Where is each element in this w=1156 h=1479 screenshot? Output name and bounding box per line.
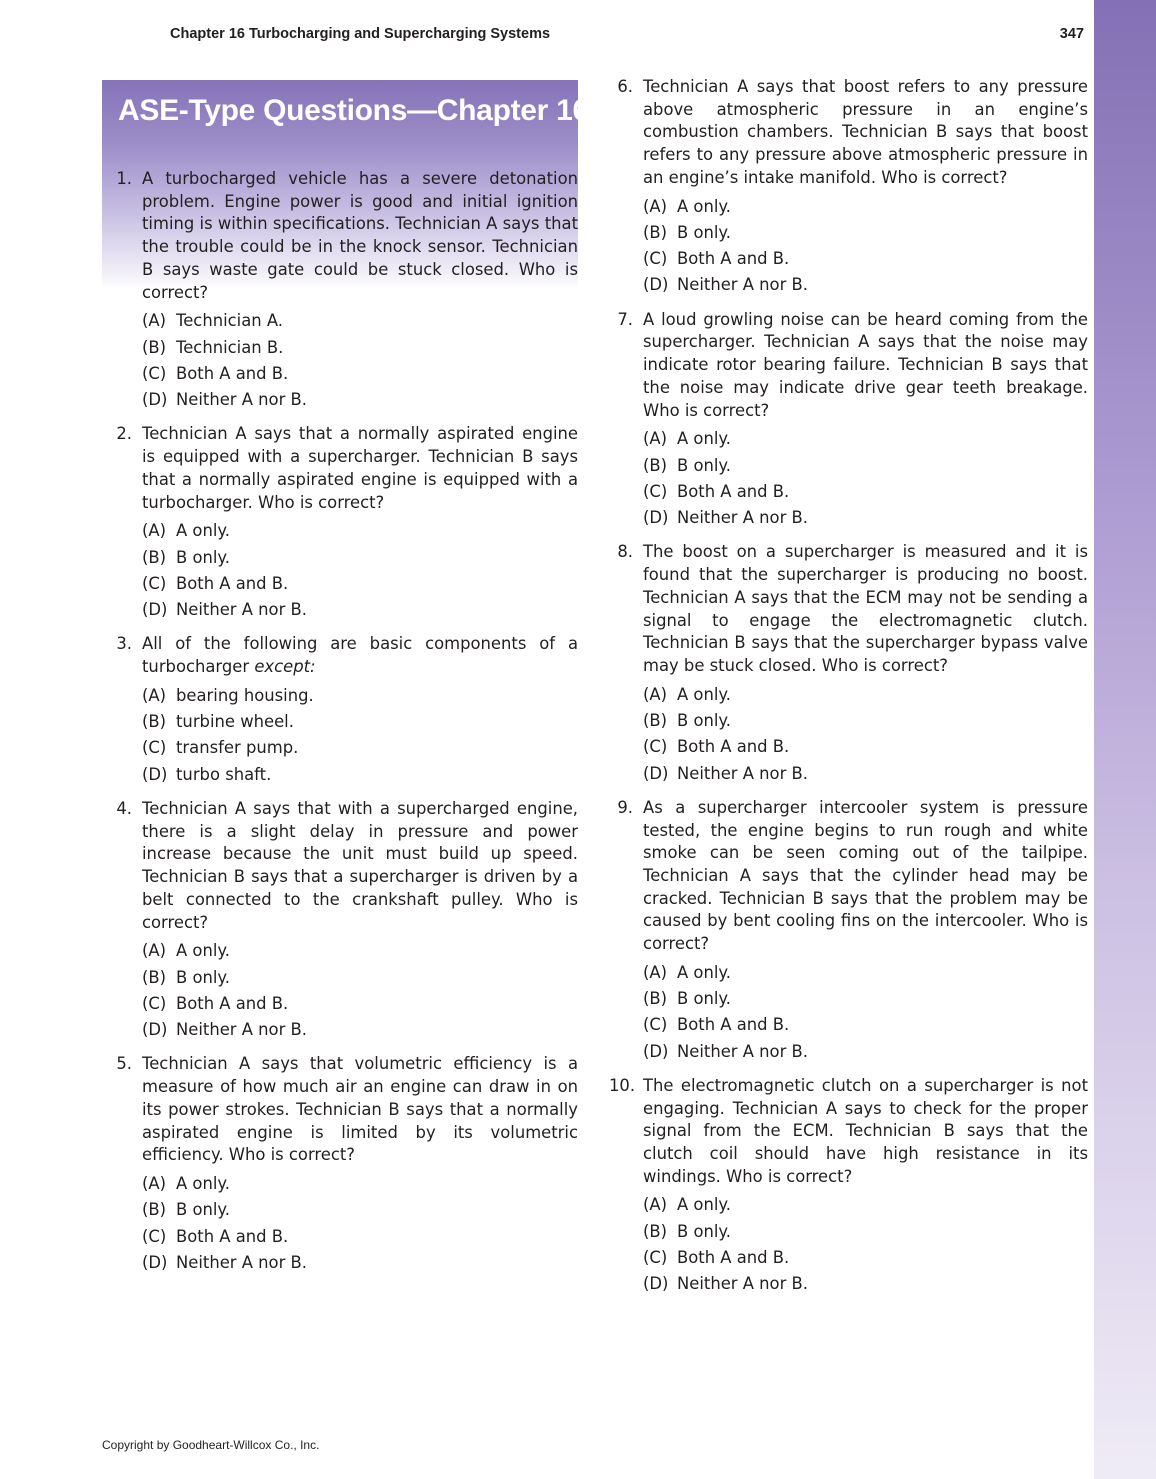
answer-list [142,518,578,623]
answer-option [142,1224,578,1250]
answer-text: A only. [677,1195,731,1215]
page-number: 347 [1059,26,1084,42]
answer-text: Both A and B. [176,573,289,593]
question-text: A loud growling noise can be heard coming from the supercharger. Technician A says that the noise may indicate rotor bearing failure. Technician B says that the noise may indicate drive gear teeth breakage. Who is correct? [643,309,1088,420]
answer-text: Neither A nor B. [677,1274,808,1294]
answer-text: B only. [677,989,731,1009]
answer-option [142,965,578,991]
answer-letter: (D) [142,764,168,784]
question-text: Technician A says that with a supercharged engine, there is a slight delay in pressure and power increase because the unit must build up speed. Technician B says that a supercharger is driven by a belt connected to the crankshaft pulley. Who is correct? [142,799,578,932]
answer-text: Neither A nor B. [176,600,307,620]
answer-letter: (A) [643,962,668,982]
answer-option [142,735,578,761]
answer-letter: (C) [643,481,668,501]
question-number: 1. [116,169,132,188]
answer-text: B only. [176,967,230,987]
question-2 [108,423,578,623]
answer-option [643,1039,1088,1065]
answer-option [643,960,1088,986]
answer-letter: (A) [142,941,167,961]
answer-option [142,361,578,387]
answer-letter: (B) [142,1200,167,1220]
answer-option [142,938,578,964]
answer-option [643,246,1088,272]
answer-text: B only. [176,1200,230,1220]
question-text: Technician A says that a normally aspirated engine is equipped with a supercharger. Technician B says that a normally aspirated engine is equipped with a turbocharger. Who is correct? [142,424,578,512]
question-number: 5. [116,1054,132,1074]
answer-letter: (D) [643,763,669,783]
question-8 [609,541,1088,786]
answer-letter: (D) [142,1252,168,1272]
answer-option [643,1271,1088,1297]
right-column [609,76,1088,1308]
answer-text: transfer pump. [176,738,299,758]
answer-letter: (C) [142,738,167,758]
answer-list [142,1171,578,1276]
question-stem: All of the following are basic components of a turbocharger [142,634,578,677]
answer-text: Neither A nor B. [677,275,808,295]
answer-option [643,1192,1088,1218]
answer-option [643,453,1088,479]
answer-letter: (D) [643,1274,669,1294]
answer-text: Both A and B. [176,1226,289,1246]
answer-option [142,1171,578,1197]
question-text: Technician A says that boost refers to any pressure above atmospheric pressure in an engine’s combustion chambers. Technician B says that boost refers to any pressure above atmospheric pressure in an engine’s intake manifold. Who is correct? [643,77,1088,187]
answer-option [142,597,578,623]
answer-list [643,682,1088,787]
answer-option [643,1219,1088,1245]
answer-letter: (B) [643,455,668,475]
answer-option [643,682,1088,708]
answer-letter: (B) [142,967,167,987]
answer-letter: (C) [643,737,668,757]
answer-text: A only. [176,521,230,541]
answer-text: Neither A nor B. [677,763,808,783]
answer-text: Both A and B. [677,1015,790,1035]
answer-letter: (A) [142,1173,167,1193]
answer-option [142,335,578,361]
question-1 [108,168,578,413]
answer-letter: (B) [643,222,668,242]
answer-letter: (D) [643,1041,669,1061]
answer-option [142,545,578,571]
answer-option [643,194,1088,220]
question-6 [609,76,1088,299]
answer-letter: (B) [643,989,668,1009]
answer-option [142,683,578,709]
answer-text: B only. [677,1221,731,1241]
answer-option [643,272,1088,298]
question-text: Technician A says that volumetric efficiency is a measure of how much air an engine can draw in on its power strokes. Technician B says that a normally aspirated engine is limited by its volumetric efficiency. Who is correct? [142,1054,578,1165]
answer-option [643,986,1088,1012]
answer-option [643,479,1088,505]
answer-list [142,938,578,1043]
answer-text: Both A and B. [677,737,790,757]
answer-option [142,308,578,334]
question-text: A turbocharged vehicle has a severe detonation problem. Engine power is good and initial ignition timing is within specifications. Technician A says that the trouble could be in the knock sensor. Technician B says waste gate could be stuck closed. Who is correct? [142,169,578,302]
question-number: 2. [116,424,132,444]
answer-text: A only. [677,962,731,982]
answer-text: Both A and B. [677,249,790,269]
question-number: 9. [617,797,633,817]
answer-text: Both A and B. [677,481,790,501]
answer-text: A only. [677,196,731,216]
answer-option [643,220,1088,246]
answer-list [142,308,578,413]
answer-letter: (C) [142,363,167,383]
answer-letter: (C) [643,1015,668,1035]
question-7 [609,309,1088,532]
answer-text: turbine wheel. [176,712,294,732]
answer-text: turbo shaft. [176,764,272,784]
answer-letter: (C) [142,1226,167,1246]
answer-option [643,761,1088,787]
answer-option [643,426,1088,452]
answer-text: Neither A nor B. [176,1020,307,1040]
question-number: 3. [116,634,132,654]
question-text: The electromagnetic clutch on a supercharger is not engaging. Technician A says to check for the proper signal from the ECM. Technician B says that the clutch coil should have high resistance in its windings. Who is correct? [643,1075,1088,1186]
answer-list [643,1192,1088,1297]
answer-list [142,683,578,788]
answer-option [142,1017,578,1043]
answer-text: bearing housing. [176,685,314,705]
answer-text: Both A and B. [677,1248,790,1268]
answer-option [142,1250,578,1276]
answer-letter: (B) [643,710,668,730]
question-text: As a supercharger intercooler system is pressure tested, the engine begins to run rough and white smoke can be seen coming out of the tailpipe. Technician A says that the cylinder head may be cracked. Technician B says that the problem may be caused by bent cooling fins on the intercooler. Who is correct? [643,797,1088,954]
copyright-footer: Copyright by Goodheart-Willcox Co., Inc. [102,1438,320,1452]
answer-letter: (A) [142,311,167,331]
answer-text: A only. [677,684,731,704]
answer-letter: (D) [643,508,669,528]
answer-letter: (B) [142,337,167,357]
answer-text: B only. [677,455,731,475]
question-10 [609,1075,1088,1298]
answer-option [142,762,578,788]
answer-letter: (C) [643,1248,668,1268]
answer-letter: (D) [142,390,168,410]
question-number: 6. [617,77,633,96]
answer-text: B only. [176,547,230,567]
side-color-bar [1094,0,1156,1479]
answer-letter: (D) [142,600,168,620]
answer-text: Neither A nor B. [176,1252,307,1272]
question-text [142,633,578,678]
answer-text: Technician A. [176,311,283,331]
answer-list [643,960,1088,1065]
question-number: 7. [617,309,633,329]
answer-text: Both A and B. [176,363,289,383]
answer-text: B only. [677,710,731,730]
question-4 [108,798,578,1043]
answer-option [643,734,1088,760]
answer-text: A only. [677,429,731,449]
question-number: 4. [116,799,132,818]
answer-text: Both A and B. [176,993,289,1013]
answer-letter: (A) [643,1195,668,1215]
answer-option [142,571,578,597]
question-text: The boost on a supercharger is measured and it is found that the supercharger is producing no boost. Technician A says that the ECM may not be sending a signal to engage the electromagnetic clutch. Technician B says that the supercharger bypass valve may be stuck closed. Who is correct? [643,542,1088,675]
answer-letter: (C) [142,993,167,1013]
answer-list [643,426,1088,531]
question-9 [609,797,1088,1065]
answer-option [142,387,578,413]
answer-text: Neither A nor B. [176,390,307,410]
answer-letter: (A) [142,685,167,705]
question-5 [108,1053,578,1276]
answer-letter: (B) [643,1221,668,1241]
answer-letter: (A) [643,196,668,216]
answer-option [142,991,578,1017]
answer-text: A only. [176,941,230,961]
answer-letter: (C) [643,249,668,269]
answer-letter: (A) [643,429,668,449]
answer-letter: (B) [142,712,167,732]
answer-option [643,505,1088,531]
answer-text: A only. [176,1173,230,1193]
answer-option [643,1245,1088,1271]
left-column [108,168,578,1286]
question-number: 8. [617,542,633,562]
answer-list [643,194,1088,299]
answer-option [643,708,1088,734]
answer-letter: (D) [643,275,669,295]
answer-text: Neither A nor B. [677,1041,808,1061]
answer-letter: (A) [643,684,668,704]
answer-text: B only. [677,222,731,242]
answer-option [142,1197,578,1223]
question-emphasis: except: [254,657,316,677]
answer-option [142,709,578,735]
answer-option [142,518,578,544]
question-3 [108,633,578,788]
answer-letter: (C) [142,573,167,593]
page-title: ASE-Type Questions—Chapter 16 [118,94,589,127]
answer-letter: (B) [142,547,167,567]
answer-letter: (D) [142,1020,168,1040]
running-head: Chapter 16 Turbocharging and Supercharging Systems [170,26,551,42]
answer-text: Neither A nor B. [677,508,808,528]
answer-text: Technician B. [176,337,284,357]
answer-letter: (A) [142,521,167,541]
question-number: 10. [609,1075,636,1095]
answer-option [643,1012,1088,1038]
